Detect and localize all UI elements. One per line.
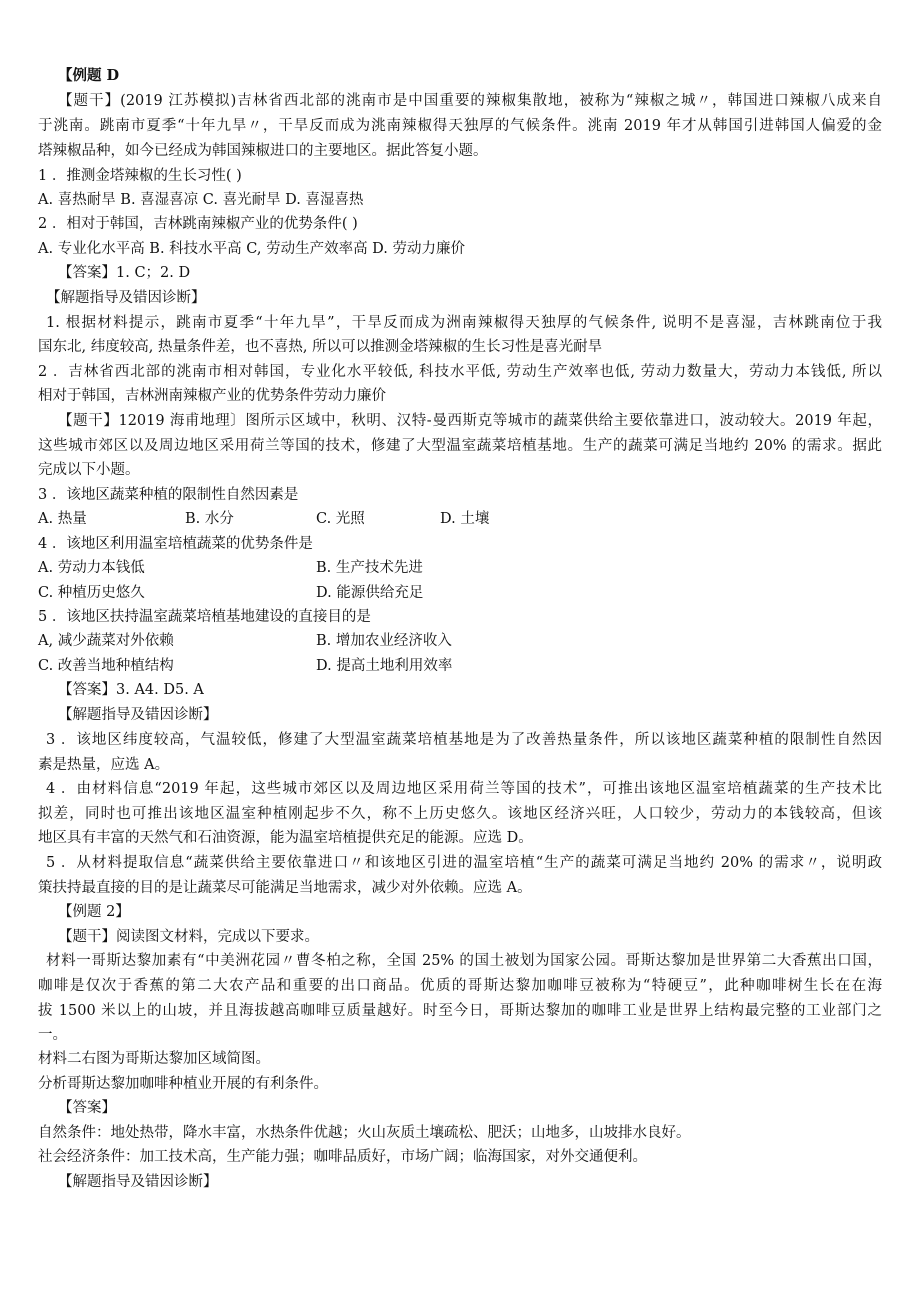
text-line: 2 ．相对于韩国，吉林跳南辣椒产业的优势条件( ) bbox=[38, 216, 358, 232]
text-line: 【例题 D bbox=[58, 67, 120, 84]
answer-option: C. 种植历史悠久 bbox=[38, 585, 145, 601]
answer-option: A. 劳动力本钱低 bbox=[38, 560, 145, 576]
text-line: A. 专业化水平高 B. 科技水平高 C, 劳动生产效率高 D. 劳动力廉价 bbox=[38, 241, 466, 257]
text-line: 【题干】12019 海甫地理〕图所示区域中，秋明、汉特-曼西斯克等城市的蔬菜供给主要依靠进口，波动较大。2019 年起， bbox=[58, 413, 882, 429]
text-line: 拔 1500 米以上的山坡，并且海拔越高咖啡豆质量越好。时至今日，哥斯达黎加的咖啡工业是世界上结构最完整的工业部门之 bbox=[38, 1003, 882, 1019]
text-line: 【答案】3. A4. D5. A bbox=[58, 682, 204, 698]
text-line: 5 ．从材料提取信息“蔬菜供给主要依靠进口〃和该地区引进的温室培植“生产的蔬菜可满足当地约 20% 的需求〃，说明政 bbox=[46, 855, 882, 871]
answer-option: D. 提高土地利用效率 bbox=[316, 658, 453, 674]
text-line: 地区具有丰富的天然气和石油资源，能为温室培植提供充足的能源。应选 D。 bbox=[38, 830, 533, 846]
text-line: 拟差，同时也可推出该地区温室种植刚起步不久，称不上历史悠久。该地区经济兴旺，人口较少，劳动力的本钱较高，但该 bbox=[38, 806, 882, 822]
text-line: 2 ．吉林省西北部的洮南市相对韩国，专业化水平较低, 科技水平低, 劳动生产效率也低, 劳动力数量大，劳动力本钱低, 所以 bbox=[38, 364, 882, 380]
text-line: 一。 bbox=[38, 1027, 67, 1043]
text-line: 【答案】 bbox=[58, 1100, 116, 1116]
text-line: 3 ．该地区蔬菜种植的限制性自然因素是 bbox=[38, 487, 299, 503]
answer-option: C. 光照 bbox=[316, 511, 365, 527]
text-line: 3 ．该地区纬度较高，气温较低，修建了大型温室蔬菜培植基地是为了改善热量条件，所以该地区蔬菜种植的限制性自然因 bbox=[46, 732, 882, 748]
text-line: 相对于韩国，吉林洲南辣椒产业的优势条件劳动力廉价 bbox=[38, 388, 386, 404]
text-line: 策扶持最直接的目的是让蔬菜尽可能满足当地需求，减少对外依赖。应选 A。 bbox=[38, 880, 532, 896]
answer-option: D. 能源供给充足 bbox=[316, 585, 424, 601]
text-line: 材料二右图为哥斯达黎加区域简图。 bbox=[38, 1051, 270, 1067]
answer-option: A. 热量 bbox=[38, 511, 87, 527]
text-line: 国东北, 纬度较高, 热量条件差，也不喜热, 所以可以推测金塔辣椒的生长习性是喜光耐旱 bbox=[38, 339, 603, 355]
text-line: 【解题指导及错因诊断】 bbox=[58, 707, 218, 723]
answer-option: B. 水分 bbox=[185, 511, 234, 527]
text-line: 5 ．该地区扶持温室蔬菜培植基地建设的直接目的是 bbox=[38, 609, 371, 625]
answer-option: D. 土壤 bbox=[440, 511, 490, 527]
text-line: 4 ．该地区利用温室培植蔬菜的优势条件是 bbox=[38, 536, 313, 552]
text-line: 咖啡是仅次于香蕉的第二大农产品和重要的出口商品。优质的哥斯达黎加咖啡豆被称为“特硬豆”，此种咖啡树生长在在海 bbox=[38, 978, 882, 994]
text-line: 【题干】阅读图文材料，完成以下要求。 bbox=[58, 929, 319, 945]
text-line: 1. 根据材料提示，跳南市夏季“十年九旱”，干旱反而成为洲南辣椒得天独厚的气候条件, 说明不是喜湿，吉林跳南位于我 bbox=[46, 315, 882, 331]
text-line: 1 ．推测金塔辣椒的生长习性( ) bbox=[38, 168, 242, 184]
text-line: 素是热量，应选 A。 bbox=[38, 757, 170, 773]
text-line: 塔辣椒品种，如今已经成为韩国辣椒进口的主要地区。据此答复小题。 bbox=[38, 143, 488, 159]
text-line: 社会经济条件：加工技术高，生产能力强；咖啡品质好，市场广阔；临海国家，对外交通便利。 bbox=[38, 1149, 647, 1165]
text-line: 完成以下小题。 bbox=[38, 462, 140, 478]
text-line: 【解题指导及错因诊断】 bbox=[46, 290, 206, 306]
text-line: A. 喜热耐旱 B. 喜湿喜凉 C. 喜光耐旱 D. 喜湿喜热 bbox=[38, 192, 364, 208]
answer-option: A, 减少蔬菜对外依赖 bbox=[38, 633, 174, 649]
text-line: 这些城市郊区以及周边地区采用荷兰等国的技术，修建了大型温室蔬菜培植基地。生产的蔬菜可满足当地约 20% 的需求。据此 bbox=[38, 438, 882, 454]
text-line: 分析哥斯达黎加咖啡种植业开展的有利条件。 bbox=[38, 1076, 328, 1092]
text-line: 【答案】1. C；2. D bbox=[58, 265, 191, 281]
text-line: 【例题 2】 bbox=[58, 904, 130, 920]
text-line: 4 ．由材料信息“2019 年起，这些城市郊区以及周边地区采用荷兰等国的技术”，可推出该地区温室培植蔬菜的生产技术比 bbox=[46, 781, 882, 797]
answer-option: B. 生产技术先进 bbox=[316, 560, 423, 576]
text-line: 【解题指导及错因诊断】 bbox=[58, 1174, 218, 1190]
answer-option: C. 改善当地种植结构 bbox=[38, 658, 174, 674]
text-line: 自然条件：地处热带，降水丰富，水热条件优越；火山灰质土壤疏松、肥沃；山地多，山坡排水良好。 bbox=[38, 1125, 691, 1141]
text-line: 【题干】(2019 江苏模拟)吉林省西北部的洮南市是中国重要的辣椒集散地，被称为“辣椒之城〃，韩国进口辣椒八成来自 bbox=[58, 93, 882, 109]
text-line: 材料一哥斯达黎加素有“中美洲花园〃曹冬柏之称，全国 25% 的国土被划为国家公园。哥斯达黎加是世界第二大香蕉出口国， bbox=[46, 953, 882, 969]
answer-option: B. 增加农业经济收入 bbox=[316, 633, 452, 649]
text-line: 于洮南。跳南市夏季“十年九旱〃，干旱反而成为洮南辣椒得天独厚的气候条件。洮南 2019 年才从韩国引进韩国人偏爱的金 bbox=[38, 118, 882, 134]
